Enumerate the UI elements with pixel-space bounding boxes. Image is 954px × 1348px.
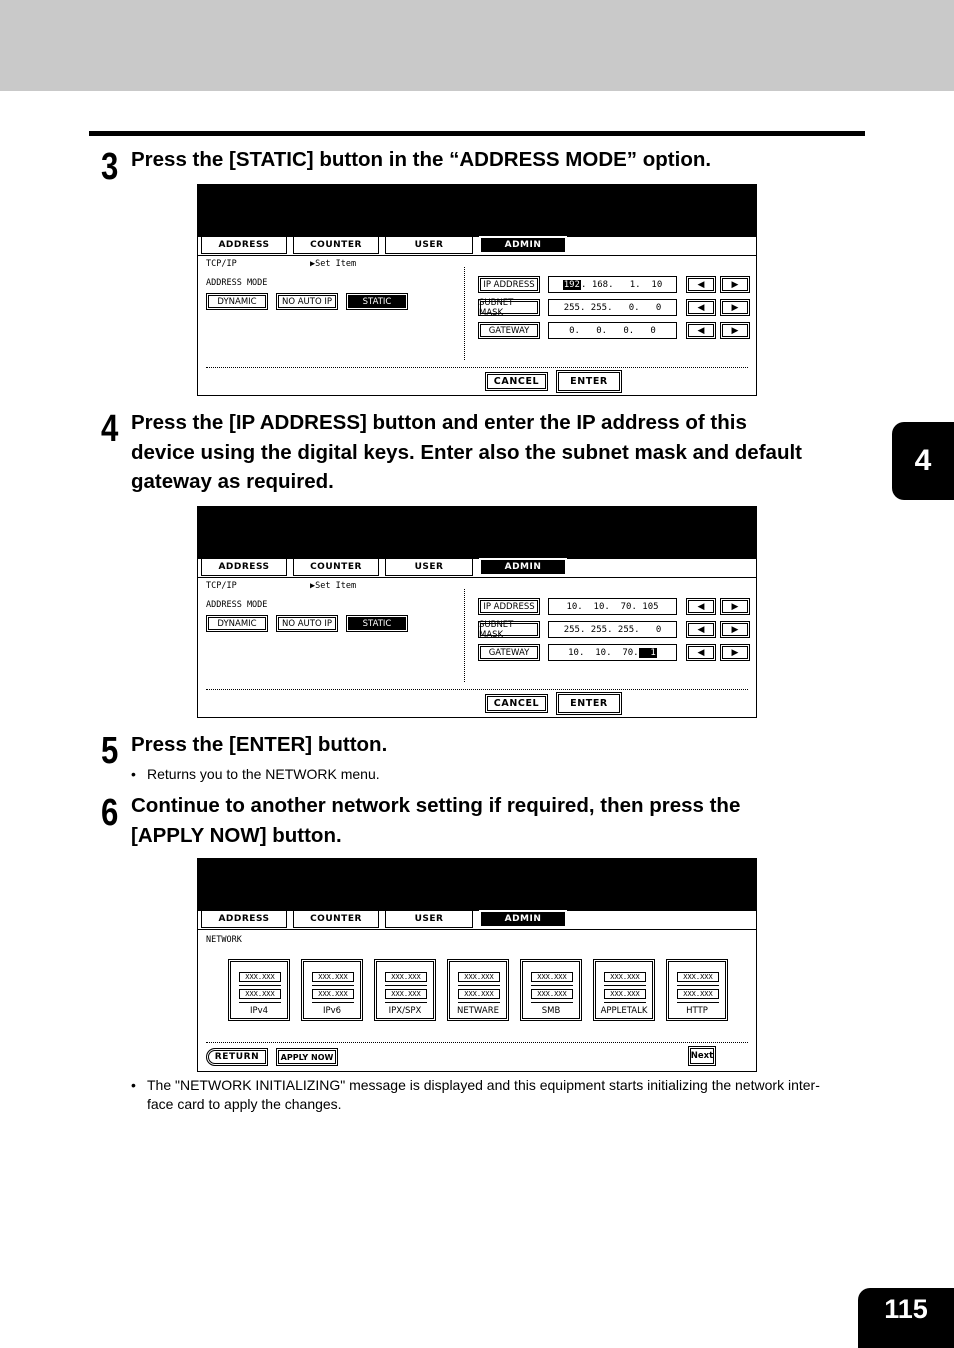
dynamic-button[interactable]: DYNAMIC xyxy=(206,293,268,310)
step-note: • The "NETWORK INITIALIZING" message is displayed and this equipment starts initializing the network inter- face card to apply the changes. xyxy=(131,1077,820,1112)
tab-counter[interactable]: COUNTER xyxy=(294,911,378,927)
smb-button[interactable]: XXX.XXX XXX.XXX SMB xyxy=(520,959,582,1021)
subnet-mask-button[interactable]: SUBNET MASK xyxy=(478,299,540,316)
ipx-spx-button[interactable]: XXX.XXX XXX.XXX IPX/SPX xyxy=(374,959,436,1021)
page-number: 115 xyxy=(858,1288,954,1348)
header-band xyxy=(0,0,954,91)
step-text: Press the [STATIC] button in the “ADDRESS MODE” option. xyxy=(131,148,712,171)
tab-divider xyxy=(198,929,756,930)
arrow-left-icon[interactable]: ◀ xyxy=(686,322,716,339)
tab-divider xyxy=(198,577,756,578)
tab-counter[interactable]: COUNTER xyxy=(294,237,378,253)
ipv4-button[interactable]: XXX.XXX XXX.XXX IPv4 xyxy=(228,959,290,1021)
static-button[interactable]: STATIC xyxy=(346,615,408,632)
subnet-mask-field[interactable]: 255. 255. 255. 0 xyxy=(548,621,677,638)
tab-address[interactable]: ADDRESS xyxy=(202,559,286,575)
enter-button[interactable]: ENTER xyxy=(556,692,622,715)
http-button[interactable]: XXX.XXX XXX.XXX HTTP xyxy=(666,959,728,1021)
arrow-left-icon[interactable]: ◀ xyxy=(686,299,716,316)
footer-divider xyxy=(206,1042,748,1043)
vertical-divider xyxy=(464,267,465,360)
enter-button[interactable]: ENTER xyxy=(556,370,622,393)
gateway-field[interactable]: 0. 0. 0. 0 xyxy=(548,322,677,339)
ip-address-button[interactable]: IP ADDRESS xyxy=(478,276,540,293)
set-item-label: ▶Set Item xyxy=(310,259,357,269)
set-item-label: ▶Set Item xyxy=(310,581,357,591)
tab-user[interactable]: USER xyxy=(386,559,472,575)
subnet-mask-field[interactable]: 255. 255. 0. 0 xyxy=(548,299,677,316)
arrow-right-icon[interactable]: ▶ xyxy=(720,276,750,293)
ip-address-button[interactable]: IP ADDRESS xyxy=(478,598,540,615)
footer-divider xyxy=(206,367,748,368)
tab-address[interactable]: ADDRESS xyxy=(202,237,286,253)
apply-now-button[interactable]: APPLY NOW xyxy=(276,1048,338,1066)
step-number: 4 xyxy=(101,408,119,450)
no-auto-ip-button[interactable]: NO AUTO IP xyxy=(276,293,338,310)
ip-address-field[interactable]: 192 . 168. 1. 10 xyxy=(548,276,677,293)
return-button[interactable]: RETURN xyxy=(206,1048,268,1066)
gateway-button[interactable]: GATEWAY xyxy=(478,322,540,339)
screenshot-tcpip-entered xyxy=(197,506,757,718)
footer-divider xyxy=(206,689,748,690)
vertical-divider xyxy=(464,589,465,682)
screenshot-network-menu xyxy=(197,858,757,1072)
tab-admin[interactable]: ADMIN xyxy=(480,237,566,253)
arrow-right-icon[interactable]: ▶ xyxy=(720,621,750,638)
tab-counter[interactable]: COUNTER xyxy=(294,559,378,575)
netware-button[interactable]: XXX.XXX XXX.XXX NETWARE xyxy=(447,959,509,1021)
static-button[interactable]: STATIC xyxy=(346,293,408,310)
next-button[interactable]: Next xyxy=(688,1046,716,1066)
ipv6-button[interactable]: XXX.XXX XXX.XXX IPv6 xyxy=(301,959,363,1021)
screen-header xyxy=(198,185,756,237)
chapter-tab: 4 xyxy=(892,422,954,500)
no-auto-ip-button[interactable]: NO AUTO IP xyxy=(276,615,338,632)
arrow-left-icon[interactable]: ◀ xyxy=(686,644,716,661)
section-rule xyxy=(89,131,865,136)
screen-header xyxy=(198,507,756,559)
arrow-left-icon[interactable]: ◀ xyxy=(686,276,716,293)
screenshot-tcpip-static xyxy=(197,184,757,396)
step-number: 3 xyxy=(101,146,119,188)
step-text: Press the [ENTER] button. xyxy=(131,733,388,756)
arrow-right-icon[interactable]: ▶ xyxy=(720,644,750,661)
screen-header xyxy=(198,859,756,911)
subnet-mask-button[interactable]: SUBNET MASK xyxy=(478,621,540,638)
address-mode-label: ADDRESS MODE xyxy=(206,278,268,288)
arrow-right-icon[interactable]: ▶ xyxy=(720,322,750,339)
arrow-right-icon[interactable]: ▶ xyxy=(720,598,750,615)
tab-admin[interactable]: ADMIN xyxy=(480,911,566,927)
step-text: Continue to another network setting if required, then press the [APPLY NOW] button. xyxy=(131,794,741,847)
dynamic-button[interactable]: DYNAMIC xyxy=(206,615,268,632)
cancel-button[interactable]: CANCEL xyxy=(485,372,548,391)
arrow-right-icon[interactable]: ▶ xyxy=(720,299,750,316)
step-number: 5 xyxy=(101,730,119,772)
tab-user[interactable]: USER xyxy=(386,237,472,253)
tab-divider xyxy=(198,255,756,256)
tcpip-label: TCP/IP xyxy=(206,259,237,269)
step-note: • Returns you to the NETWORK menu. xyxy=(131,766,380,782)
tab-admin[interactable]: ADMIN xyxy=(480,559,566,575)
appletalk-button[interactable]: XXX.XXX XXX.XXX APPLETALK xyxy=(593,959,655,1021)
ip-address-field[interactable]: 10. 10. 70. 105 xyxy=(548,598,677,615)
arrow-left-icon[interactable]: ◀ xyxy=(686,598,716,615)
arrow-left-icon[interactable]: ◀ xyxy=(686,621,716,638)
address-mode-label: ADDRESS MODE xyxy=(206,600,268,610)
step-text: Press the [IP ADDRESS] button and enter the IP address of this device using the digital keys. Enter also the subnet mask and default gateway as required. xyxy=(131,411,802,493)
step-number: 6 xyxy=(101,792,119,834)
tab-user[interactable]: USER xyxy=(386,911,472,927)
gateway-button[interactable]: GATEWAY xyxy=(478,644,540,661)
gateway-field[interactable]: 10. 10. 70. 1 xyxy=(548,644,677,661)
tcpip-label: TCP/IP xyxy=(206,581,237,591)
network-label: NETWORK xyxy=(206,935,242,945)
tab-address[interactable]: ADDRESS xyxy=(202,911,286,927)
cancel-button[interactable]: CANCEL xyxy=(485,694,548,713)
